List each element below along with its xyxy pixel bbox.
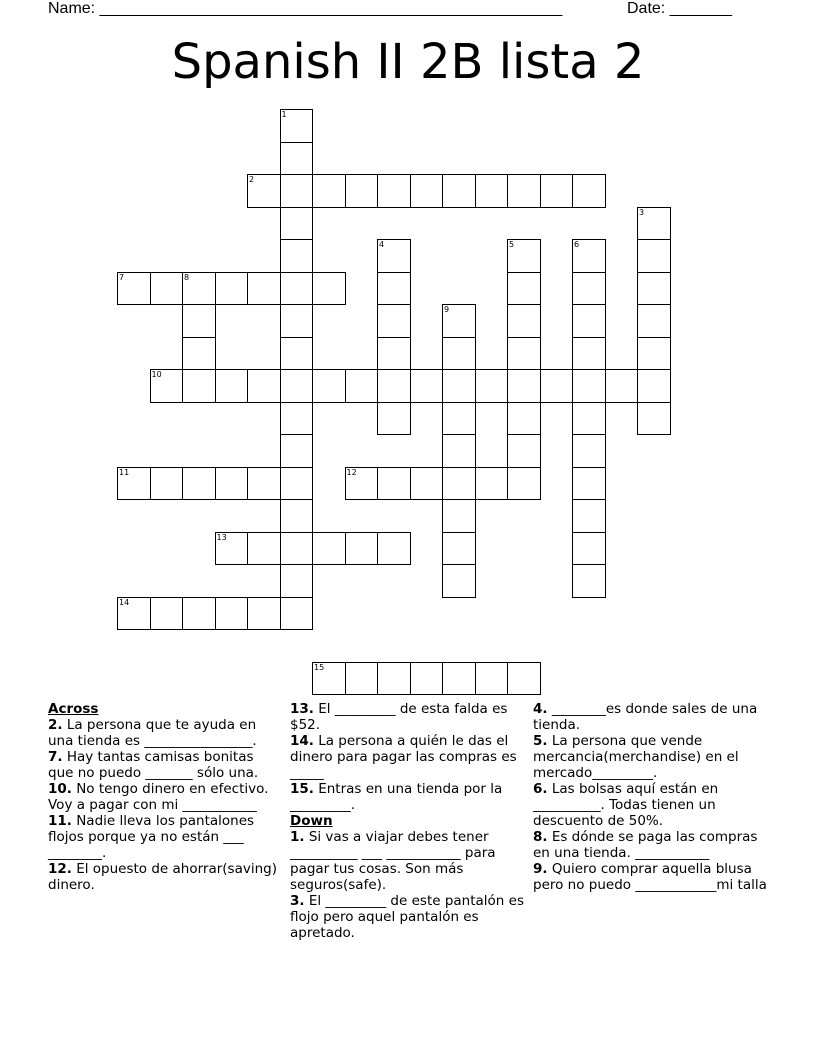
grid-cell[interactable] bbox=[507, 369, 541, 403]
grid-cell[interactable] bbox=[280, 142, 314, 176]
grid-cell[interactable] bbox=[377, 304, 411, 338]
grid-cell[interactable] bbox=[377, 532, 411, 566]
grid-cell[interactable] bbox=[410, 369, 444, 403]
grid-cell[interactable] bbox=[572, 434, 606, 468]
grid-cell[interactable] bbox=[247, 532, 281, 566]
clue-across-7: 7. Hay tantas camisas bonitas que no puedo _______ sólo una. bbox=[48, 749, 259, 781]
grid-cell[interactable] bbox=[215, 272, 249, 306]
page-title: Spanish II 2B lista 2 bbox=[171, 34, 645, 90]
grid-cell[interactable] bbox=[247, 174, 281, 208]
grid-cell[interactable] bbox=[637, 239, 671, 273]
grid-cell[interactable] bbox=[280, 239, 314, 273]
grid-cell[interactable] bbox=[572, 402, 606, 436]
grid-cell[interactable] bbox=[215, 369, 249, 403]
grid-cell[interactable] bbox=[345, 467, 379, 501]
clue-number: 4 bbox=[379, 240, 385, 249]
clue-number: 11 bbox=[119, 467, 130, 477]
clue-down-8: 8. Es dónde se paga las compras en una tienda. ___________ bbox=[533, 829, 758, 861]
grid-cell[interactable] bbox=[312, 174, 346, 208]
clue-number: 2 bbox=[249, 175, 255, 184]
grid-cell[interactable] bbox=[280, 304, 314, 338]
grid-cell[interactable] bbox=[442, 532, 476, 566]
grid-cell[interactable] bbox=[215, 597, 249, 631]
across-heading: Across bbox=[48, 701, 99, 717]
grid-cell[interactable] bbox=[572, 174, 606, 208]
grid-cell[interactable] bbox=[442, 337, 476, 371]
clue-number: 13 bbox=[216, 532, 227, 542]
grid-cell[interactable] bbox=[247, 467, 281, 501]
grid-cell[interactable] bbox=[410, 662, 444, 696]
grid-cell[interactable] bbox=[572, 337, 606, 371]
grid-cell[interactable] bbox=[475, 467, 509, 501]
grid-cell[interactable] bbox=[442, 434, 476, 468]
clue-number: 8 bbox=[184, 272, 190, 282]
grid-cell[interactable] bbox=[280, 467, 314, 501]
grid-cell[interactable] bbox=[280, 207, 314, 241]
grid-cell[interactable] bbox=[507, 402, 541, 436]
grid-cell[interactable] bbox=[507, 467, 541, 501]
grid-cell[interactable] bbox=[280, 109, 314, 143]
grid-cell[interactable] bbox=[182, 467, 216, 501]
grid-cell[interactable] bbox=[637, 337, 671, 371]
grid-cell[interactable] bbox=[117, 467, 151, 501]
grid-cell[interactable] bbox=[345, 662, 379, 696]
grid-cell[interactable] bbox=[637, 369, 671, 403]
grid-cell[interactable] bbox=[507, 174, 541, 208]
clue-number: 1 bbox=[281, 110, 287, 119]
grid-cell[interactable] bbox=[280, 272, 314, 306]
grid-cell[interactable] bbox=[572, 369, 606, 403]
clue-down-4: 4. ________es donde sales de una tienda. bbox=[533, 701, 758, 733]
clue-number: 3 bbox=[639, 207, 645, 217]
grid-cell[interactable] bbox=[150, 369, 184, 403]
grid-cell[interactable] bbox=[572, 467, 606, 501]
grid-cell[interactable] bbox=[150, 467, 184, 501]
grid-cell[interactable] bbox=[280, 499, 314, 533]
grid-cell[interactable] bbox=[182, 369, 216, 403]
grid-cell[interactable] bbox=[442, 662, 476, 696]
grid-cell[interactable] bbox=[442, 174, 476, 208]
grid-cell[interactable] bbox=[572, 532, 606, 566]
clue-number: 6 bbox=[574, 240, 580, 249]
grid-cell[interactable] bbox=[475, 369, 509, 403]
grid-cell[interactable] bbox=[507, 272, 541, 306]
grid-cell[interactable] bbox=[150, 597, 184, 631]
grid-cell[interactable] bbox=[247, 597, 281, 631]
grid-cell[interactable] bbox=[410, 174, 444, 208]
clue-down-6: 6. Las bolsas aquí están en __________. Todas tienen un descuento de 50%. bbox=[533, 781, 719, 829]
grid-cell[interactable] bbox=[150, 272, 184, 306]
grid-cell[interactable] bbox=[507, 337, 541, 371]
grid-cell[interactable] bbox=[280, 434, 314, 468]
clue-down-9: 9. Quiero comprar aquella blusa pero no puedo ____________mi talla bbox=[533, 861, 767, 893]
grid-cell[interactable] bbox=[475, 662, 509, 696]
grid-cell[interactable] bbox=[442, 304, 476, 338]
clue-across-13: 13. El _________ de esta falda es $52. bbox=[290, 701, 508, 733]
clue-down-5: 5. La persona que vende mercancia(merchandise) en el mercado_________. bbox=[533, 733, 739, 781]
clue-number: 9 bbox=[444, 305, 450, 314]
clues-column-3 bbox=[533, 701, 768, 893]
clue-number: 12 bbox=[346, 467, 357, 477]
grid-cell[interactable] bbox=[247, 369, 281, 403]
grid-cell[interactable] bbox=[442, 467, 476, 501]
grid-cell[interactable] bbox=[312, 532, 346, 566]
grid-cell[interactable] bbox=[507, 434, 541, 468]
grid-cell[interactable] bbox=[215, 467, 249, 501]
grid-cell[interactable] bbox=[572, 499, 606, 533]
grid-cell[interactable] bbox=[182, 337, 216, 371]
grid-cell[interactable] bbox=[507, 304, 541, 338]
grid-cell[interactable] bbox=[117, 272, 151, 306]
clue-across-2: 2. La persona que te ayuda en una tienda es ________________. bbox=[48, 717, 257, 749]
grid-cell[interactable] bbox=[377, 239, 411, 273]
grid-cell[interactable] bbox=[442, 402, 476, 436]
grid-cell[interactable] bbox=[280, 174, 314, 208]
grid-cell[interactable] bbox=[637, 304, 671, 338]
grid-cell[interactable] bbox=[280, 369, 314, 403]
grid-cell[interactable] bbox=[280, 337, 314, 371]
clue-across-14: 14. La persona a quién le das el dinero para pagar las compras es _____ bbox=[290, 733, 517, 781]
name-field-label: Name: ____________________________________________________ bbox=[48, 0, 563, 17]
clue-across-10: 10. No tengo dinero en efectivo. Voy a pagar con mi ___________ bbox=[48, 781, 269, 813]
clue-number: 10 bbox=[151, 370, 162, 379]
grid-cell[interactable] bbox=[247, 272, 281, 306]
grid-cell[interactable] bbox=[215, 532, 249, 566]
grid-cell[interactable] bbox=[637, 207, 671, 241]
grid-cell[interactable] bbox=[377, 662, 411, 696]
grid-cell[interactable] bbox=[475, 174, 509, 208]
grid-cell[interactable] bbox=[377, 402, 411, 436]
grid-cell[interactable] bbox=[377, 369, 411, 403]
clue-number: 5 bbox=[509, 240, 515, 249]
grid-cell[interactable] bbox=[572, 304, 606, 338]
clue-across-12: 12. El opuesto de ahorrar(saving) dinero. bbox=[48, 861, 277, 893]
clue-number: 14 bbox=[119, 597, 130, 607]
grid-cell[interactable] bbox=[442, 369, 476, 403]
grid-cell[interactable] bbox=[605, 369, 639, 403]
grid-cell[interactable] bbox=[312, 369, 346, 403]
clue-number: 7 bbox=[119, 272, 125, 282]
clue-down-3: 3. El _________ de este pantalón es flojo pero aquel pantalón es apretado. bbox=[290, 893, 524, 941]
grid-cell[interactable] bbox=[572, 564, 606, 598]
grid-cell[interactable] bbox=[182, 304, 216, 338]
grid-cell[interactable] bbox=[345, 369, 379, 403]
grid-cell[interactable] bbox=[377, 272, 411, 306]
grid-cell[interactable] bbox=[182, 597, 216, 631]
clues-column-2 bbox=[290, 701, 525, 941]
grid-cell[interactable] bbox=[312, 272, 346, 306]
grid-cell[interactable] bbox=[117, 597, 151, 631]
grid-cell[interactable] bbox=[377, 337, 411, 371]
grid-cell[interactable] bbox=[507, 662, 541, 696]
clue-across-11: 11. Nadie lleva los pantalones flojos porque ya no están ___ ________. bbox=[48, 813, 255, 861]
clue-number: 15 bbox=[314, 662, 325, 672]
grid-cell[interactable] bbox=[280, 564, 314, 598]
grid-cell[interactable] bbox=[377, 174, 411, 208]
grid-cell[interactable] bbox=[637, 272, 671, 306]
grid-cell[interactable] bbox=[280, 532, 314, 566]
grid-cell[interactable] bbox=[637, 402, 671, 436]
down-heading: Down bbox=[290, 813, 333, 829]
grid-cell[interactable] bbox=[280, 402, 314, 436]
grid-cell[interactable] bbox=[377, 467, 411, 501]
grid-cell[interactable] bbox=[507, 239, 541, 273]
grid-cell[interactable] bbox=[280, 597, 314, 631]
grid-cell[interactable] bbox=[182, 272, 216, 306]
grid-cell[interactable] bbox=[345, 532, 379, 566]
date-field-label: Date: _______ bbox=[627, 0, 732, 17]
grid-cell[interactable] bbox=[572, 272, 606, 306]
grid-cell[interactable] bbox=[442, 564, 476, 598]
grid-cell[interactable] bbox=[540, 174, 574, 208]
clue-down-1: 1. Si vas a viajar debes tener __________ ___ ___________ para pagar tus cosas. Son más seguros(safe). bbox=[290, 829, 496, 893]
grid-cell[interactable] bbox=[540, 369, 574, 403]
grid-cell[interactable] bbox=[410, 467, 444, 501]
grid-cell[interactable] bbox=[572, 239, 606, 273]
clue-across-15: 15. Entras en una tienda por la _________. bbox=[290, 781, 503, 813]
grid-cell[interactable] bbox=[345, 174, 379, 208]
grid-cell[interactable] bbox=[312, 662, 346, 696]
grid-cell[interactable] bbox=[442, 499, 476, 533]
clues-column-1 bbox=[48, 701, 283, 893]
